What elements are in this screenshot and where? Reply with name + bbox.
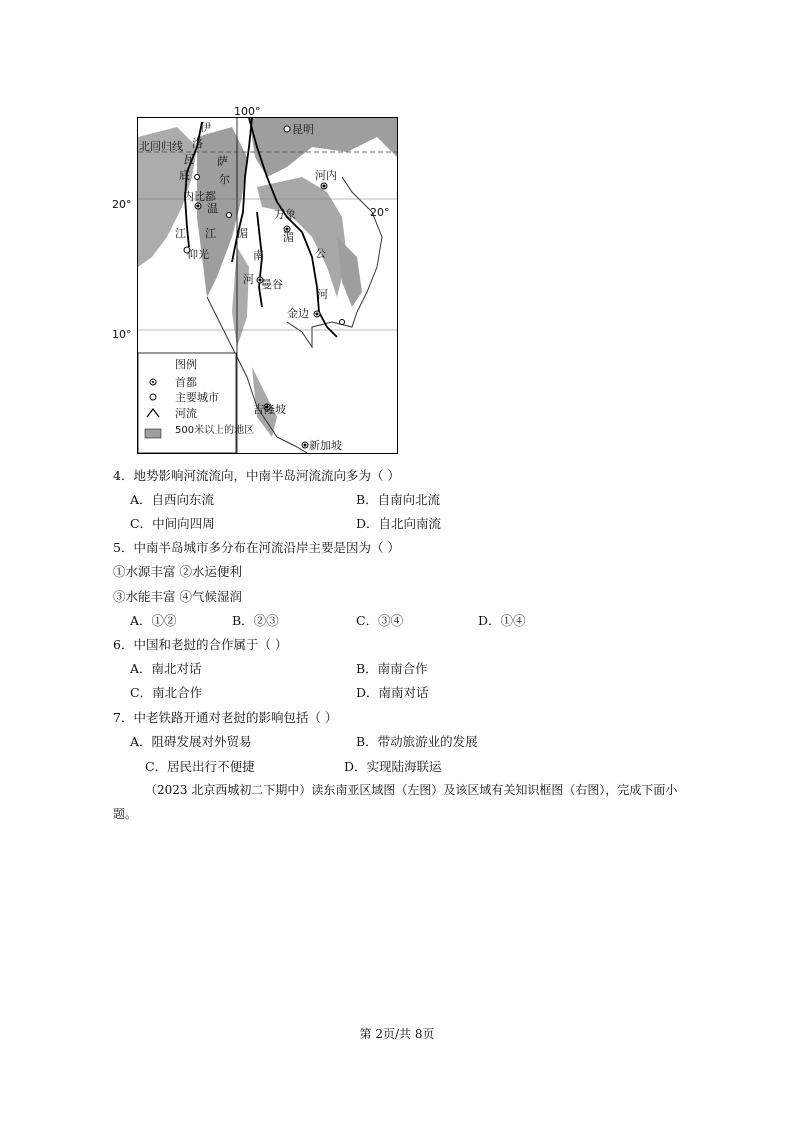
legend-city: 主要城市 <box>175 391 219 404</box>
river-char: 底 <box>179 169 190 182</box>
q5-option-a: A．①② <box>130 613 177 628</box>
river-char: 湄 <box>283 231 294 244</box>
label-singapore: 新加坡 <box>309 439 342 452</box>
q7-option-c: C．居民出行不便捷 <box>145 759 255 774</box>
label-lon-100: 100° <box>234 105 261 118</box>
q5-statements-1: ①水源丰富 ②水运便利 <box>113 564 242 579</box>
river-char: 河 <box>243 273 254 286</box>
label-naypyidaw: 内比都 <box>183 190 216 203</box>
q5-statements-2: ③水能丰富 ④气候湿润 <box>113 589 242 604</box>
river-char: 萨 <box>217 155 228 168</box>
label-bangkok: 曼谷 <box>261 278 283 291</box>
q5-option-c: C．③④ <box>356 613 404 628</box>
legend-title: 图例 <box>175 358 197 371</box>
southeast-asia-map <box>137 117 398 454</box>
q7-option-b: B．带动旅游业的发展 <box>356 734 478 749</box>
intro-line-2: 题。 <box>113 807 138 821</box>
question-4-stem: 4．地势影响河流流向，中南半岛河流流向多为（ ） <box>113 468 400 483</box>
question-6-stem: 6．中国和老挝的合作属于（ ） <box>113 637 288 652</box>
intro-line-1: （2023 北京西城初二下期中）读东南亚区域图（左图）及该区域有关知识框图（右图），完成下面小 <box>145 783 678 797</box>
q7-option-d: D．实现陆海联运 <box>344 759 442 774</box>
question-5-stem: 5．中南半岛城市多分布在河流沿岸主要是因为（ ） <box>113 540 400 555</box>
river-char: 湄 <box>237 227 248 240</box>
label-kualalumpur: 吉隆坡 <box>253 403 286 416</box>
label-lat-20-right: 20° <box>370 206 390 219</box>
river-char: 江 <box>205 227 216 240</box>
river-char: 河 <box>317 288 328 301</box>
river-char: 公 <box>315 247 326 260</box>
q4-option-b: B．自南向北流 <box>356 492 441 507</box>
river-char: 江 <box>175 227 186 240</box>
legend-river: 河流 <box>175 407 197 420</box>
label-lat-20: 20° <box>112 198 132 211</box>
q5-option-d: D．①④ <box>478 613 526 628</box>
legend-capital: 首都 <box>175 376 197 389</box>
label-tropic: 北回归线 <box>139 140 183 153</box>
river-char: 尔 <box>219 173 230 186</box>
legend-highland: 500米以上的地区 <box>175 425 255 436</box>
river-char: 瓦 <box>183 153 194 166</box>
river-char: 洛 <box>192 137 203 150</box>
question-7-stem: 7．中老铁路开通对老挝的影响包括（ ） <box>113 710 338 725</box>
q4-option-d: D．自北向南流 <box>356 516 442 531</box>
q6-option-c: C．南北合作 <box>130 685 203 700</box>
label-vientiane: 万象 <box>274 208 296 221</box>
label-lat-10: 10° <box>112 328 132 341</box>
river-char: 南 <box>253 249 264 262</box>
label-yangon: 仰光 <box>187 248 209 261</box>
q4-option-c: C．中间向四周 <box>130 516 215 531</box>
river-char: 温 <box>207 202 218 215</box>
q6-option-a: A．南北对话 <box>130 661 202 676</box>
label-phnompenh: 金边 <box>287 307 309 320</box>
q5-option-b: B．②③ <box>232 613 279 628</box>
label-kunming: 昆明 <box>292 123 314 136</box>
q4-option-a: A．自西向东流 <box>130 492 215 507</box>
q6-option-d: D．南南对话 <box>356 685 429 700</box>
q6-option-b: B．南南合作 <box>356 661 428 676</box>
page-footer: 第 2页/共 8页 <box>359 1027 435 1041</box>
q7-option-a: A．阻碍发展对外贸易 <box>130 734 252 749</box>
river-char: 伊 <box>200 121 211 134</box>
label-hanoi: 河内 <box>315 169 337 182</box>
